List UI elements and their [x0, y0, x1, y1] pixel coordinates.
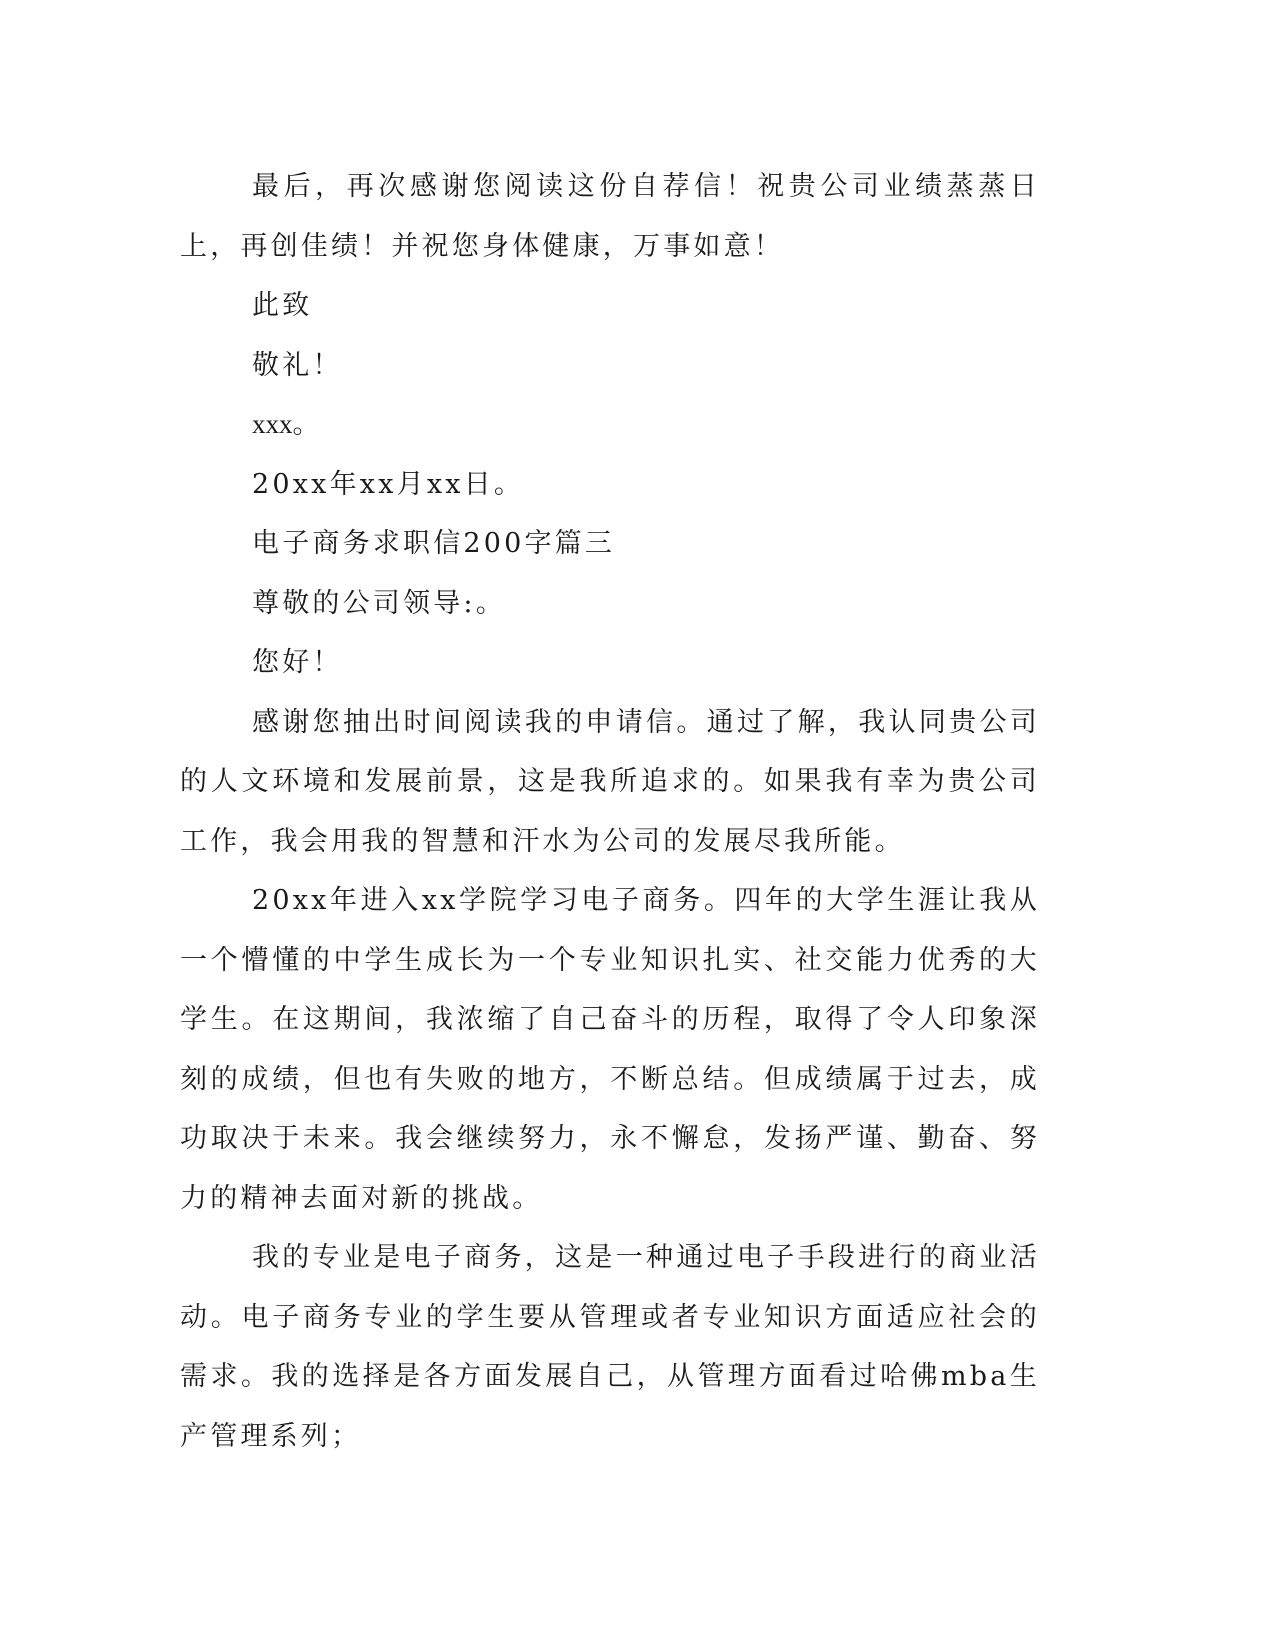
letter-body — [180, 157, 1040, 1466]
body-paragraph-education: 20xx年进入xx学院学习电子商务。四年的大学生涯让我从一个懵懂的中学生成长为一个专业知识扎实、社交能力优秀的大学生。在这期间，我浓缩了自己奋斗的历程，取得了令人印象深刻的成绩，但也有失败的地方，不断总结。但成绩属于过去，成功取决于未来。我会继续努力，永不懈怠，发扬严谨、勤奋、努力的精神去面对新的挑战。 — [180, 885, 1040, 1214]
body-paragraph-major: 我的专业是电子商务，这是一种通过电子手段进行的商业活动。电子商务专业的学生要从管理或者专业知识方面适应社会的需求。我的选择是各方面发展自己，从管理方面看过哈佛mba生产管理系列； — [180, 1242, 1040, 1452]
signature-line: xxx。 — [252, 409, 320, 439]
closing-thanks-paragraph: 最后，再次感谢您阅读这份自荐信！祝贵公司业绩蒸蒸日上，再创佳绩！并祝您身体健康，万事如意！ — [180, 171, 1040, 262]
salutation-line: 此致 — [252, 290, 313, 321]
greeting-line: 您好！ — [252, 647, 343, 678]
recipient-line: 尊敬的公司领导:。 — [252, 587, 506, 619]
salutation-regards: 敬礼！ — [252, 349, 343, 381]
section-title: 电子商务求职信200字篇三 — [252, 528, 616, 559]
body-paragraph-intro: 感谢您抽出时间阅读我的申请信。通过了解，我认同贵公司的人文环境和发展前景，这是我所追求的。如果我有幸为贵公司工作，我会用我的智慧和汗水为公司的发展尽我所能。 — [180, 706, 1040, 857]
date-line: 20xx年xx月xx日。 — [252, 468, 525, 500]
